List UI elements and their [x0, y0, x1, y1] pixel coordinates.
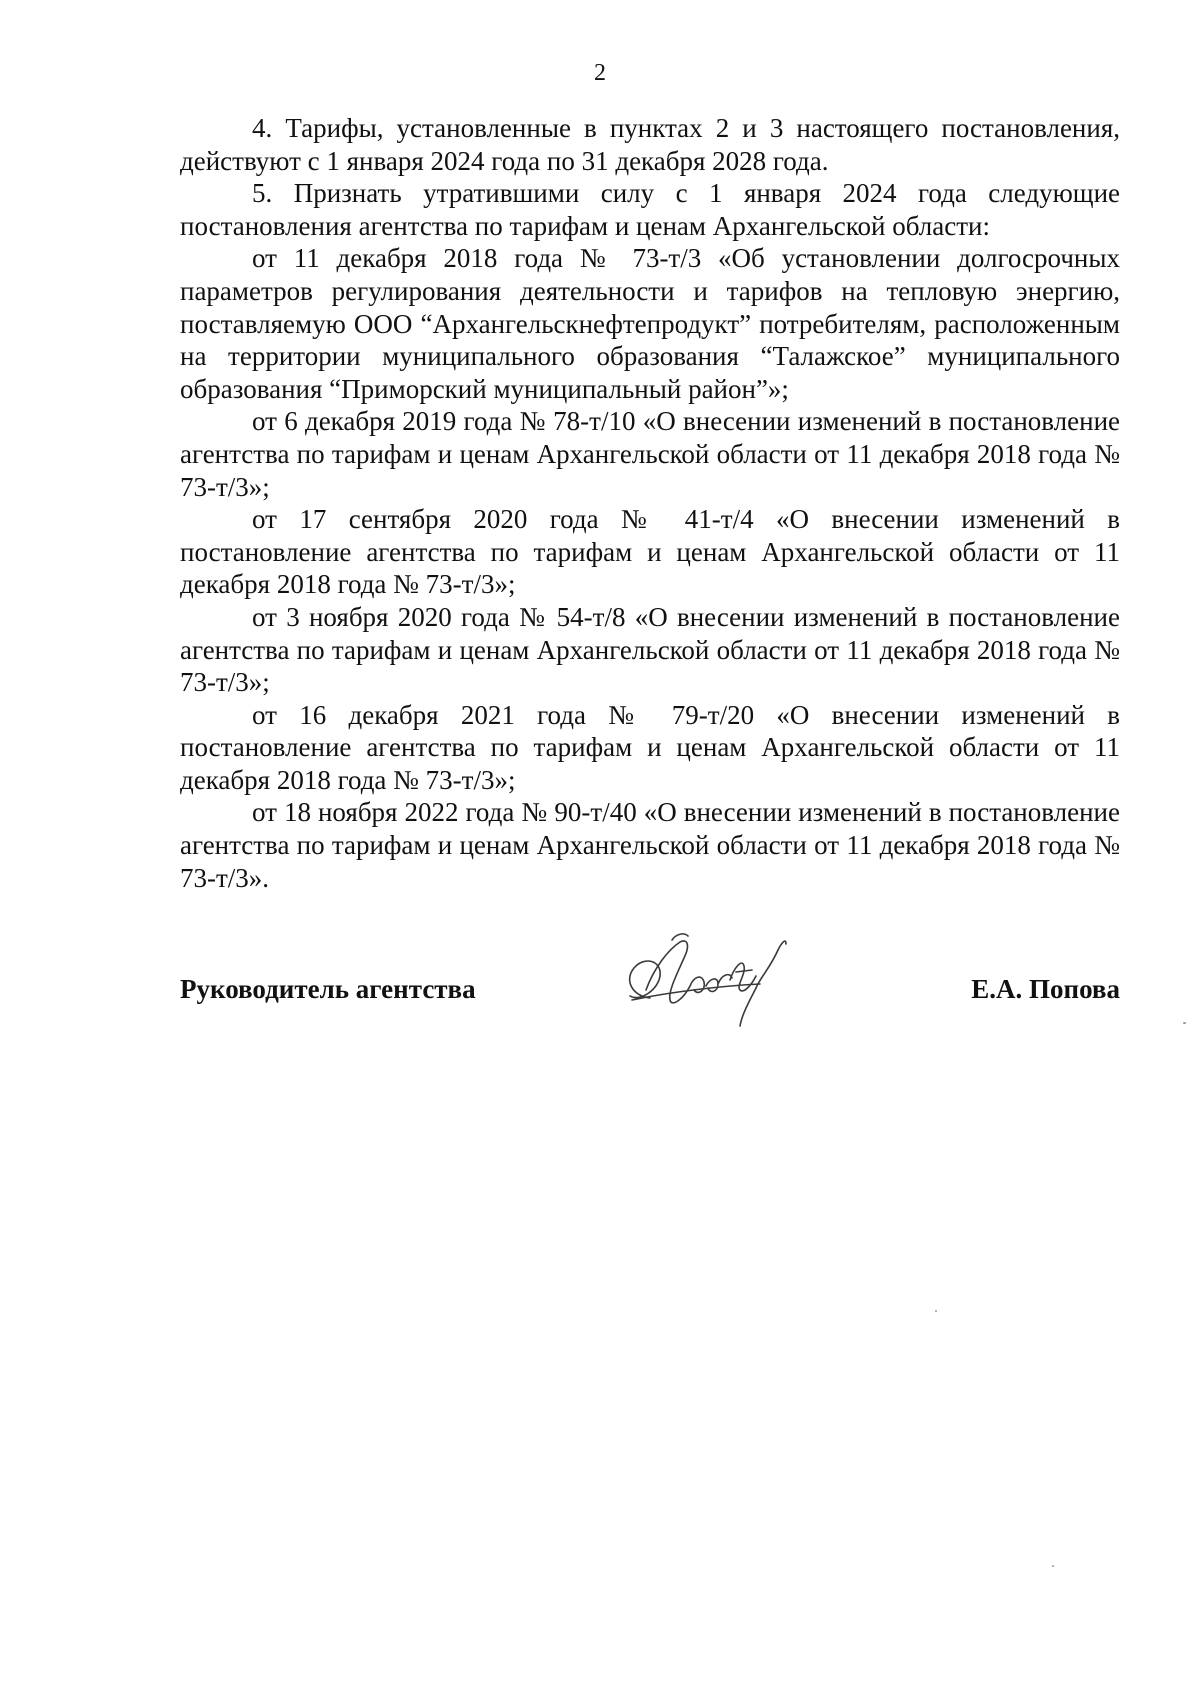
paragraph-4-tariff-period: 4. Тарифы, установленные в пунктах 2 и 3 настоящего постановления, действуют с 1 января 2024 года по 31 декабря 2028 года. [180, 113, 1120, 176]
repealed-resolution-item: от 16 декабря 2021 года № 79-т/20 «О внесении изменений в постановление агентства по тарифам и ценам Архангельской области от 11 декабря 2018 года № 73-т/3»; [180, 699, 1120, 795]
paragraph-5-repeal-intro: 5. Признать утратившими силу с 1 января 2024 года следующие постановления агентства по тарифам и ценам Архангельской области: [180, 178, 1120, 241]
signatory-title: Руководитель агентства [180, 974, 476, 1004]
handwritten-signature [610, 928, 800, 1038]
repealed-resolution-item: от 17 сентября 2020 года № 41-т/4 «О внесении изменений в постановление агентства по тарифам и ценам Архангельской области от 11 декабря 2018 года № 73-т/3»; [180, 504, 1120, 600]
scan-speck [935, 1310, 937, 1312]
repealed-resolution-item: от 3 ноября 2020 года № 54-т/8 «О внесении изменений в постановление агентства по тарифам и ценам Архангельской области от 11 декабря 2018 года № 73-т/3»; [180, 601, 1120, 698]
scan-speck [1183, 1022, 1186, 1024]
repealed-resolution-item: от 6 декабря 2019 года № 78-т/10 «О внесении изменений в постановление агентства по тарифам и ценам Архангельской области от 11 декабря 2018 года № 73-т/3»; [180, 406, 1120, 502]
scan-speck [1052, 1565, 1054, 1567]
page-number: 2 [594, 60, 606, 86]
repealed-resolution-item: от 18 ноября 2022 года № 90-т/40 «О внесении изменений в постановление агентства по тарифам и ценам Архангельской области от 11 декабря 2018 года № 73-т/3». [180, 797, 1120, 893]
signatory-name: Е.А. Попова [971, 974, 1120, 1004]
signature-block [180, 960, 1120, 1070]
repealed-resolution-item: от 11 декабря 2018 года № 73-т/3 «Об установлении долгосрочных параметров регулирования деятельности и тарифов на тепловую энергию, поставляемую ООО “Архангельскнефтепродукт” потребителям, расположенным на территории муниципального образования “Талажское” муниципального образования “Приморский муниципальный район”»; [180, 243, 1120, 404]
document-body [180, 112, 1120, 894]
